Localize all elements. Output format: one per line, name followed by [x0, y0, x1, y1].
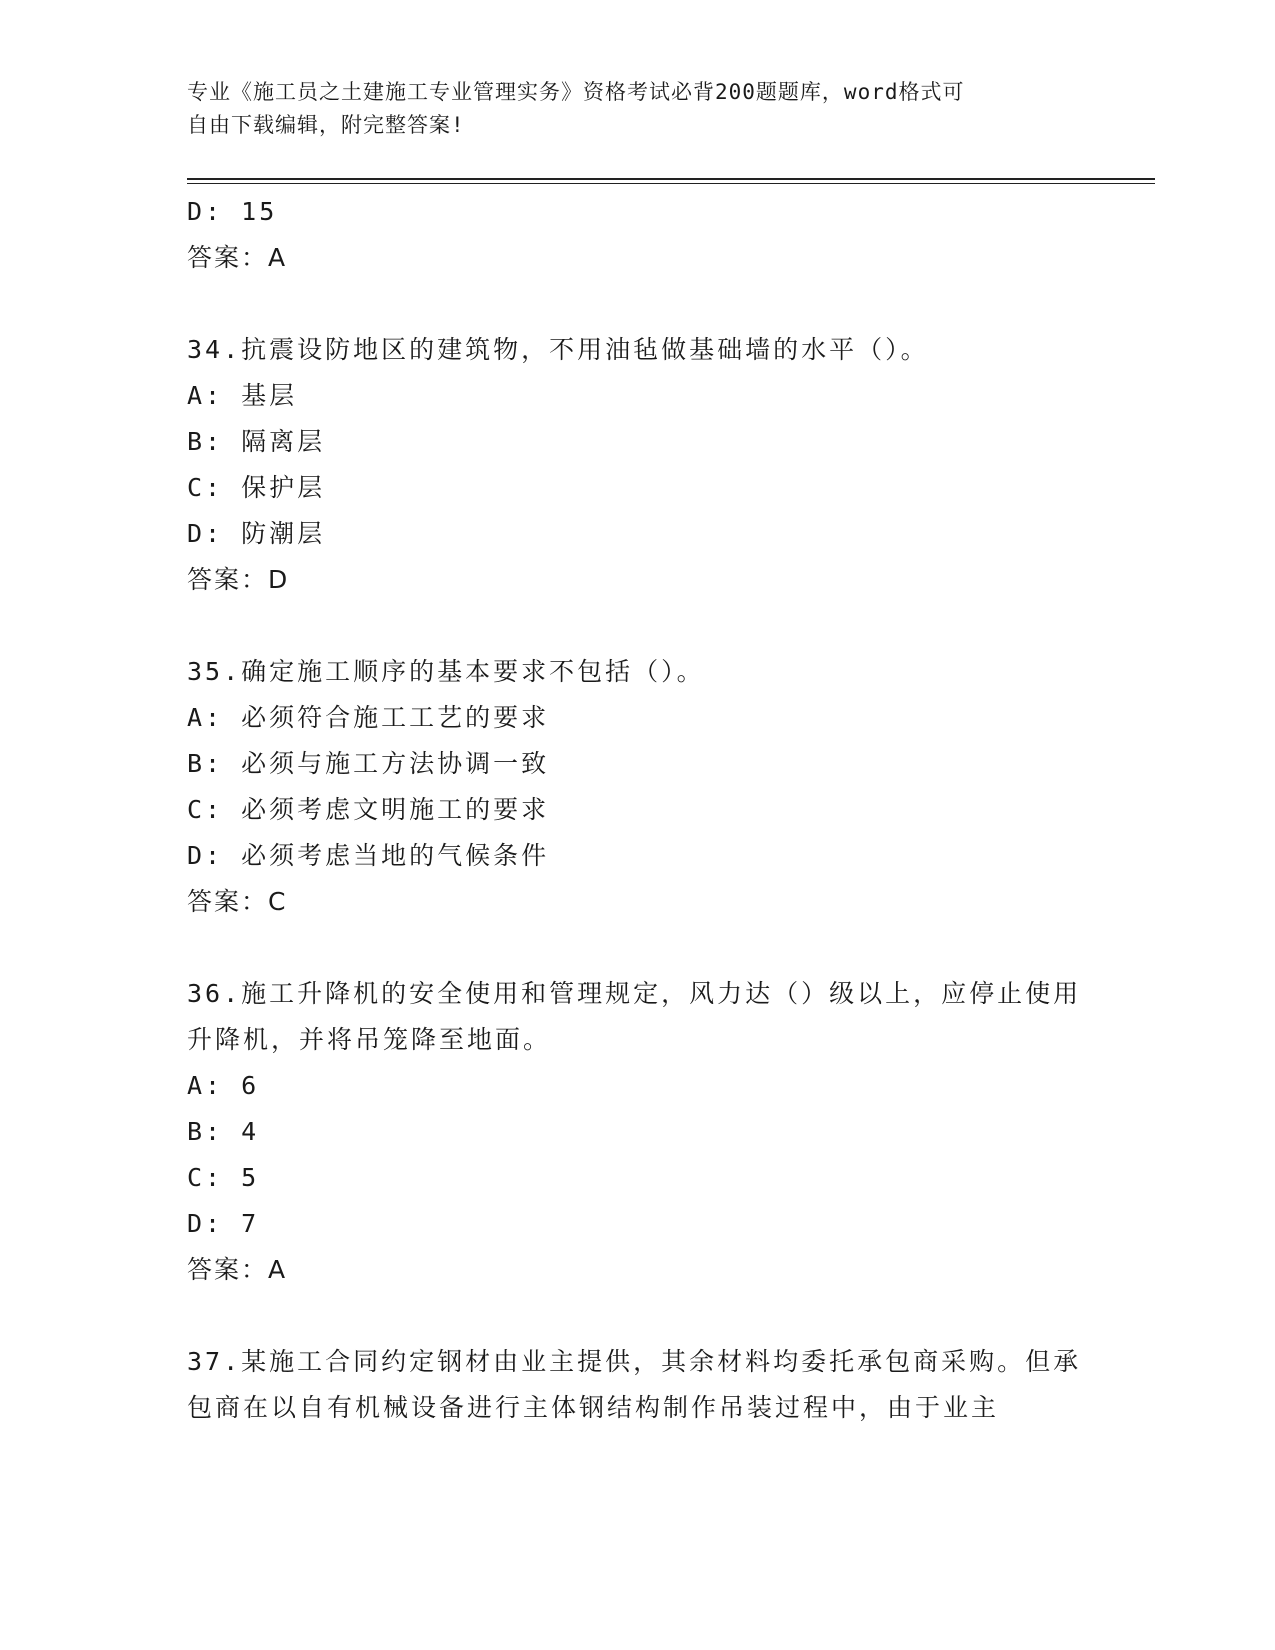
- question-block-34: [187, 327, 1087, 603]
- option-c: C: 保护层: [187, 473, 326, 502]
- option-c: C: 5: [187, 1163, 260, 1192]
- question-block-37: [187, 1339, 1087, 1431]
- question-block-33: [187, 189, 1087, 281]
- header-divider-thin: [187, 183, 1155, 184]
- question-block-36: [187, 971, 1087, 1293]
- option-b: B: 必须与施工方法协调一致: [187, 749, 550, 778]
- option-a: A: 6: [187, 1071, 260, 1100]
- spacer: [187, 281, 1087, 327]
- spacer: [187, 603, 1087, 649]
- header-title-line-1: 专业《施工员之土建施工专业管理实务》资格考试必背200题题库，word格式可: [187, 80, 965, 104]
- question-block-35: [187, 649, 1087, 925]
- question-stem: 34.抗震设防地区的建筑物，不用油毡做基础墙的水平（）。: [187, 335, 929, 364]
- answer-line: 答案：A: [187, 1255, 288, 1284]
- option-a: A: 基层: [187, 381, 298, 410]
- option-d: D: 防潮层: [187, 519, 326, 548]
- spacer: [187, 1293, 1087, 1339]
- option-b: B: 隔离层: [187, 427, 326, 456]
- option-d: D: 必须考虑当地的气候条件: [187, 841, 550, 870]
- spacer: [187, 925, 1087, 971]
- option-d: D: 7: [187, 1209, 260, 1238]
- option-d: D: 15: [187, 197, 278, 226]
- question-stem: 37.某施工合同约定钢材由业主提供，其余材料均委托承包商采购。但承包商在以自有机械设备进行主体钢结构制作吊装过程中，由于业主: [187, 1347, 1082, 1422]
- question-stem: 35.确定施工顺序的基本要求不包括（）。: [187, 657, 705, 686]
- answer-line: 答案：C: [187, 887, 288, 916]
- header-divider-thick: [187, 178, 1155, 180]
- header-title-line-2: 自由下载编辑，附完整答案!: [187, 113, 465, 137]
- question-stem: 36.施工升降机的安全使用和管理规定，风力达（）级以上，应停止使用升降机，并将吊笼降至地面。: [187, 979, 1082, 1054]
- question-list: [187, 189, 1087, 1431]
- answer-line: 答案：D: [187, 565, 290, 594]
- option-b: B: 4: [187, 1117, 260, 1146]
- page-header: [187, 76, 1087, 142]
- answer-line: 答案：A: [187, 243, 288, 272]
- option-c: C: 必须考虑文明施工的要求: [187, 795, 550, 824]
- option-a: A: 必须符合施工工艺的要求: [187, 703, 550, 732]
